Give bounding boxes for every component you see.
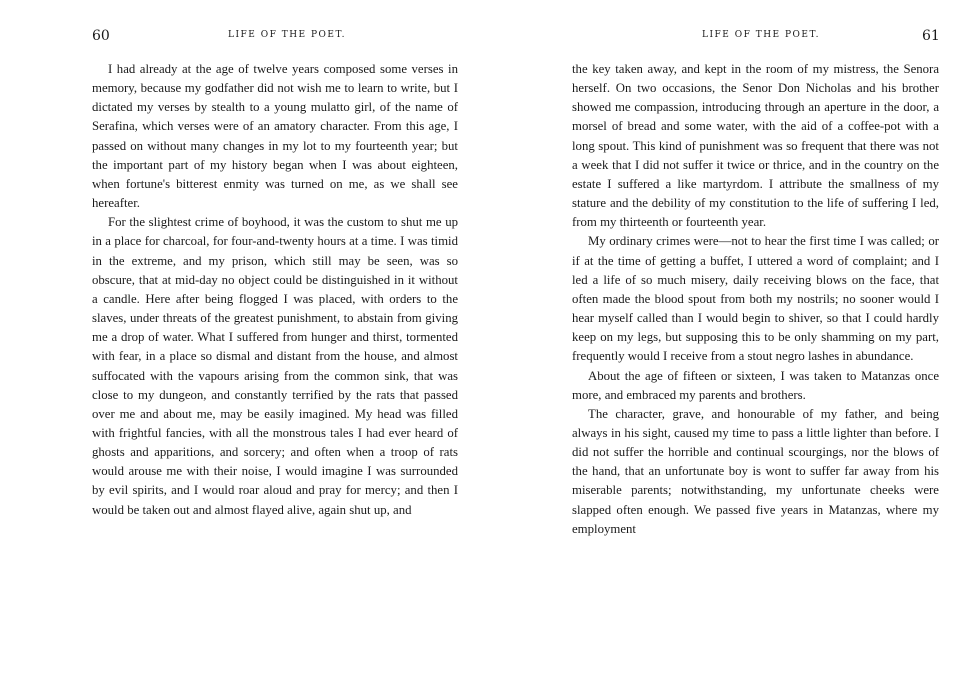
paragraph: The character, grave, and honourable of my father, and being always in his sight, caused my time to pass a little lighter than before. I did not suffer the horrible and continual scourgings, nor the blows of the hand, that an unfortunate boy is wont to suffer far away from his miserable parents; notwithstanding, my unfortunate cheeks were slapped often enough. We passed five years in Matanzas, where my employment <box>572 406 939 536</box>
paragraph: For the slightest crime of boyhood, it was the custom to shut me up in a place for charcoal, for four-and-twenty hours at a time. I was timid in the extreme, and my prison, which still may be seen, was so obscure, that at mid-day no object could be distinguished in it without a candle. Here after being flogged I was placed, with orders to the slaves, under threats of the greatest punishment, to abstain from giving me a drop of water. What I suffered from hunger and thirst, tormented with fear, in a place so dismal and distant from the house, and almost suffocated with the vapours arising from the common sink, that was close to my dungeon, and constantly terrified by the rats that passed over me and about me, may be easily imagined. My head was filled with frightful fancies, with all the monstrous tales I had ever heard of ghosts and apparitions, and sorcery; and often when a troop of rats would arouse me with their noise, I would imagine I was surrounded by evil spirits, and I would roar aloud and pray for mercy; and then I would be taken out and almost flayed alive, again shut up, and <box>92 215 458 517</box>
running-head: LIFE OF THE POET. <box>228 30 347 40</box>
paragraph: About the age of fifteen or sixteen, I was taken to Matanzas once more, and embraced my parents and brothers. <box>572 368 939 402</box>
page-number: 60 <box>92 28 110 44</box>
paragraph: the key taken away, and kept in the room of my mistress, the Senora herself. On two occasions, the Senor Don Nicholas and his brother showed me compassion, introducing through an aperture in the door, a morsel of bread and some water, with the aid of a coffee-pot with a long spout. This kind of punishment was so frequent that there was not a week that I did not suffer it twice or thrice, and in the country on the estate I suffered a like martyrdom. I attribute the smallness of my stature and the debility of my constitution to the life of suffering I led, from my thirteenth or fourteenth year. <box>572 62 939 230</box>
running-head: LIFE OF THE POET. <box>702 30 821 40</box>
page-number: 61 <box>922 28 940 44</box>
page-body <box>572 60 939 539</box>
paragraph: I had already at the age of twelve years composed some verses in memory, because my godfather did not wish me to learn to write, but I dictated my verses by stealth to a young mulatto girl, of the name of Serafina, which verses were of an amatory character. From this age, I passed on without many changes in my lot to my fourteenth year; but the important part of my history began when I was about eighteen, when fortune's bitterest enmity was turned on me, as we shall see hereafter. <box>92 62 458 211</box>
page-body <box>92 60 458 520</box>
paragraph: My ordinary crimes were—not to hear the first time I was called; or if at the time of getting a buffet, I uttered a word of complaint; and I led a life of so much misery, daily receiving blows on the face, that often made the blood spout from both my nostrils; no sooner would I hear myself called than I would begin to shiver, so that I could hardly keep on my legs, but supposing this to be only shamming on my part, frequently would I receive from a stout negro lashes in abundance. <box>572 234 939 364</box>
right-page <box>490 0 980 676</box>
